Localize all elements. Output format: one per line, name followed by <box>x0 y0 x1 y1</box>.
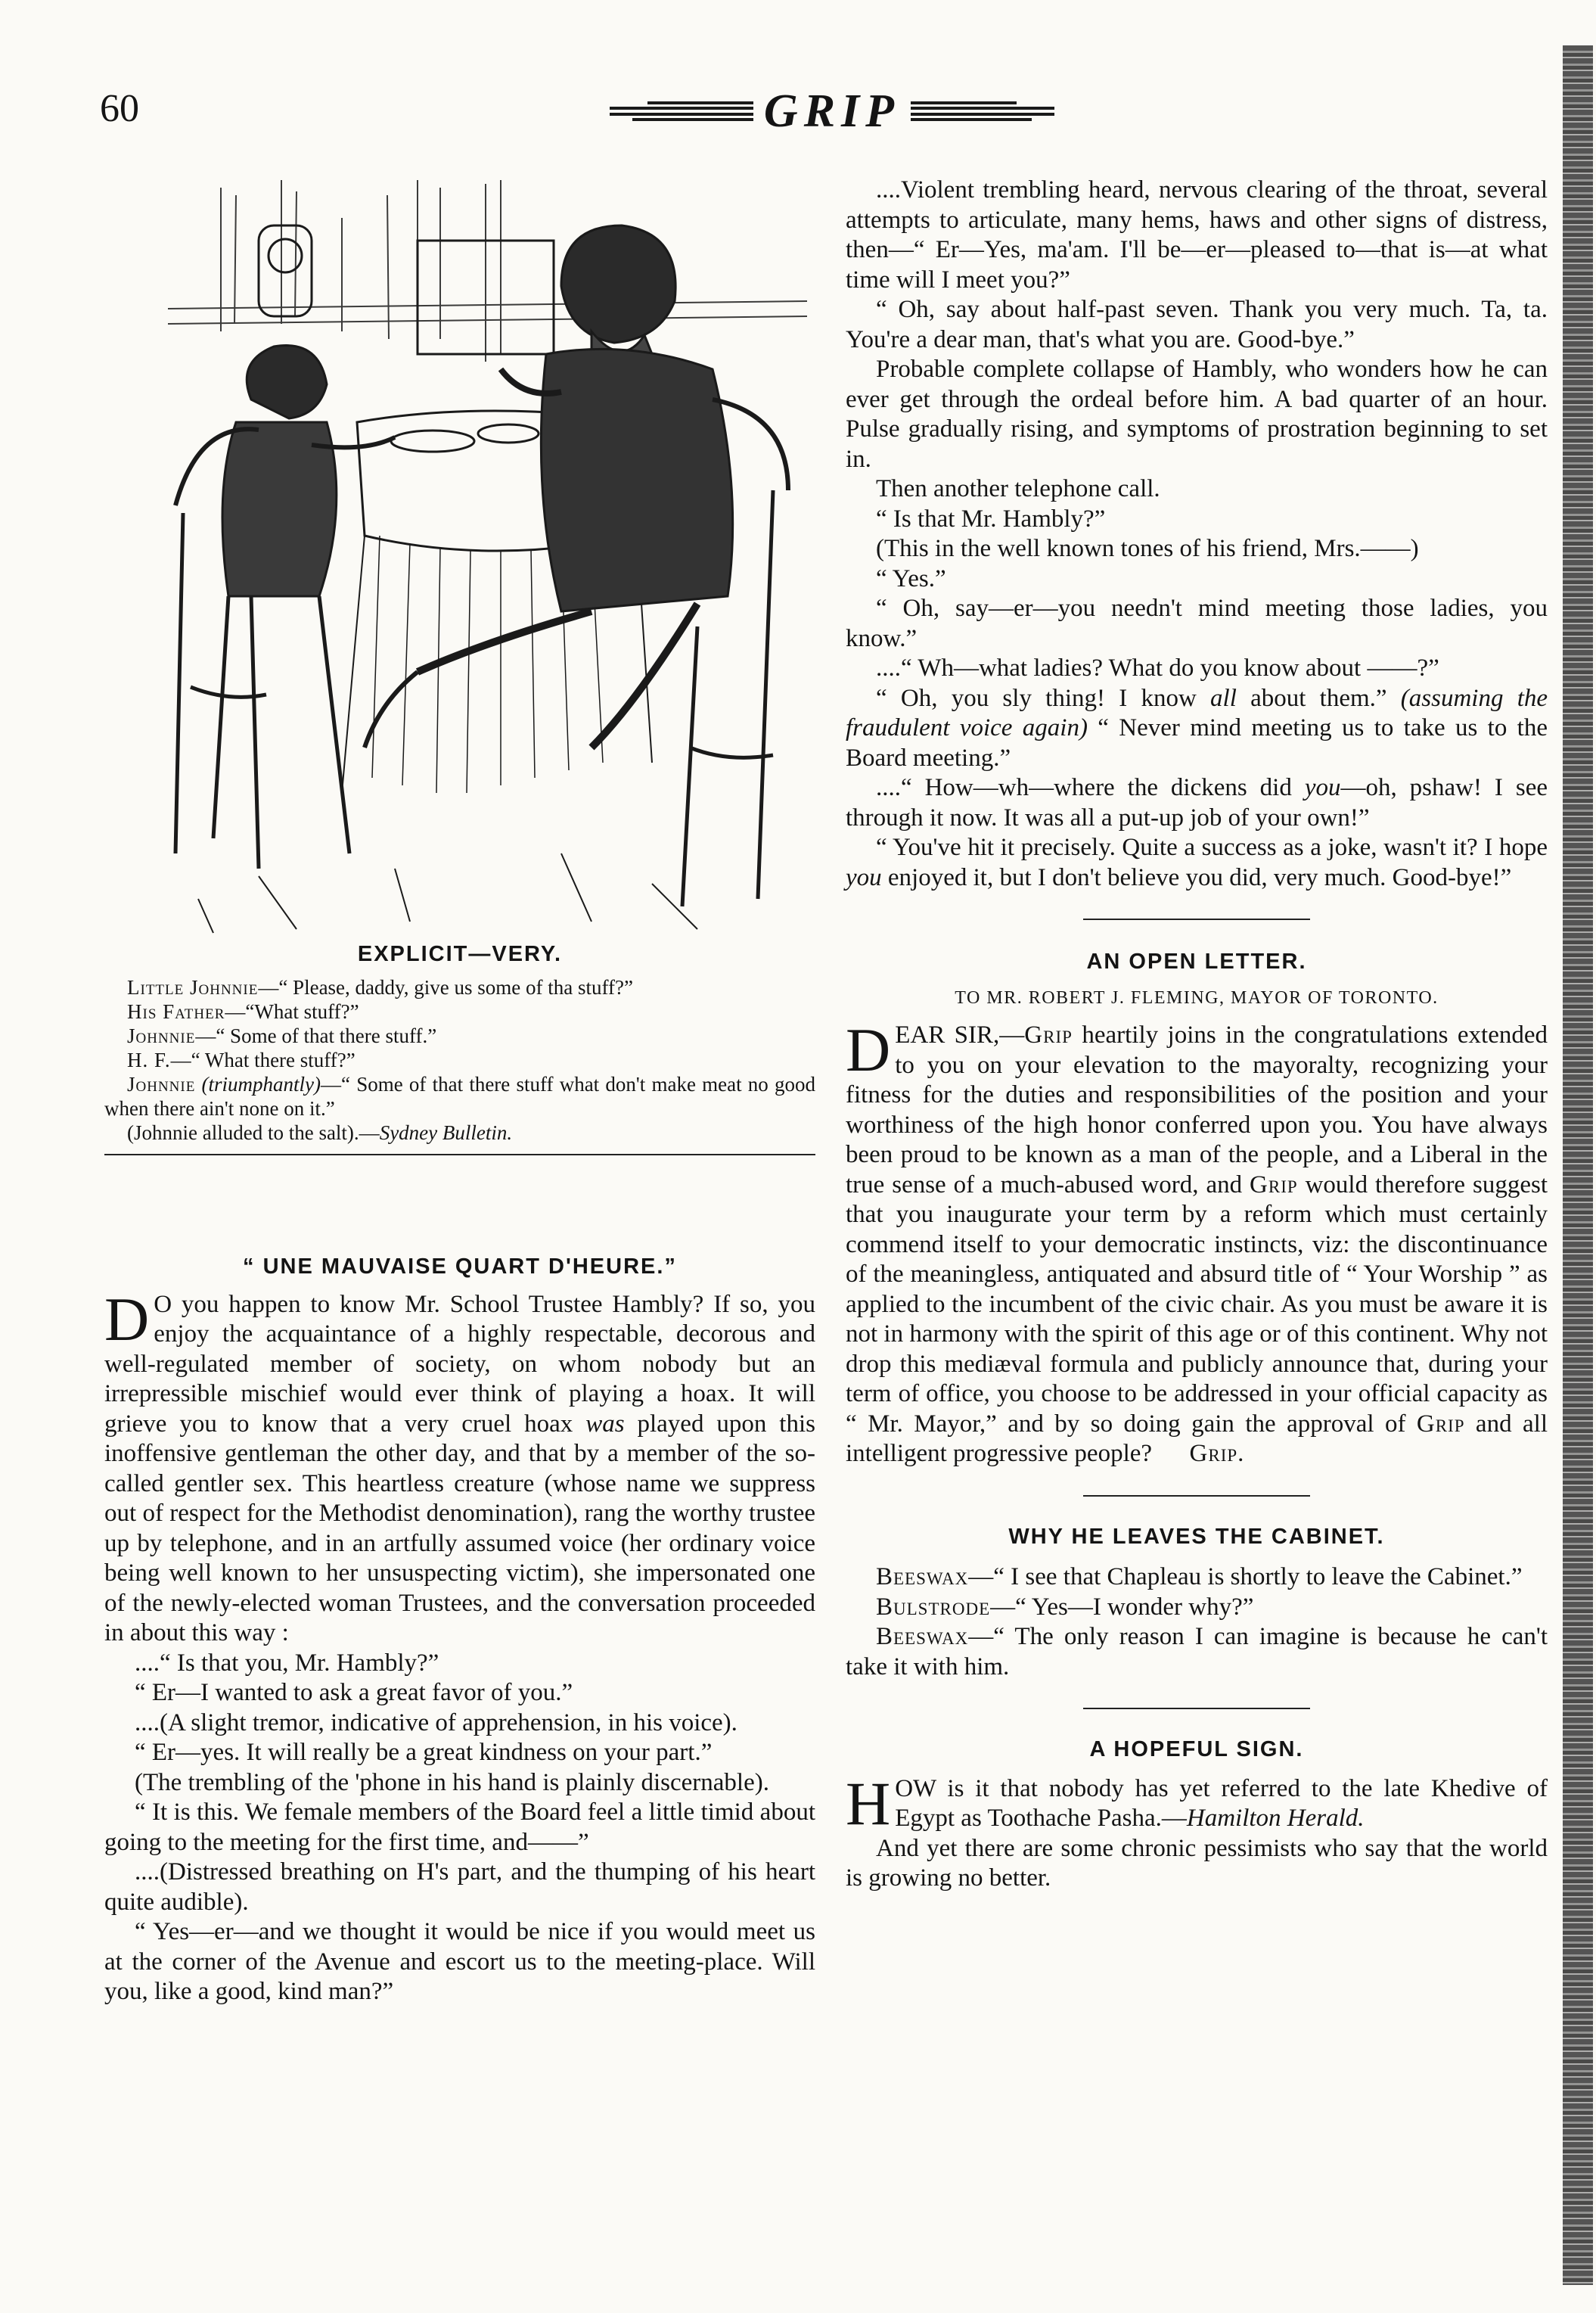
story-paragraph: ....Violent trembling heard, nervous clearing of the throat, several attempts to articulate, many hems, haws and other signs of distress, then—“ Er—Yes, ma'am. I'll be—er—pleased to—that is—at what time will I meet you?” <box>846 176 1548 294</box>
story-paragraph: Probable complete collapse of Hambly, who wonders how he can ever get through the ordeal before him. A bad quarter of an hour. Pulse gradually rising, and symptoms of prostration beginning to set in. <box>846 356 1548 473</box>
open-letter-signature: Grip. <box>1189 1440 1245 1467</box>
story-paragraph: ....“ How—wh—where the dickens did you—oh, pshaw! I see through it now. It was all a put-up job of your own!” <box>846 774 1548 832</box>
cabinet-title: WHY HE LEAVES THE CABINET. <box>1008 1524 1385 1549</box>
story-paragraph: “ Is that Mr. Hambly?” <box>876 505 1106 533</box>
masthead-rule-left <box>610 101 753 121</box>
story-paragraph: ....“ Is that you, Mr. Hambly?” <box>135 1649 439 1677</box>
section-divider <box>1083 919 1310 920</box>
caption-line: Little Johnnie—“ Please, daddy, give us some of tha stuff?” <box>127 976 633 999</box>
story-paragraph: “ It is this. We female members of the Board feel a little timid about going to the meeting for the first time, and——” <box>104 1798 815 1856</box>
masthead-title: GRIP <box>763 85 901 137</box>
story-paragraph: “ Er—I wanted to ask a great favor of you.” <box>135 1679 573 1706</box>
cabinet-line: Beeswax—“ I see that Chapleau is shortly to leave the Cabinet.” <box>876 1563 1523 1590</box>
open-letter-subtitle: TO MR. ROBERT J. FLEMING, MAYOR OF TORONTO. <box>955 987 1439 1008</box>
caption-note: (Johnnie alluded to the salt).—Sydney Bulletin. <box>127 1121 513 1144</box>
story-title: “ UNE MAUVAISE QUART D'HEURE.” <box>243 1254 677 1279</box>
hopeful-dropcap: H <box>846 1768 891 1838</box>
story-paragraph: “ Oh, you sly thing! I know all about them.” (assuming the fraudulent voice again) “ Never mind meeting us to take us to the Board meeting.” <box>846 684 1548 772</box>
story-paragraph: (This in the well known tones of his friend, Mrs.——) <box>876 535 1419 562</box>
open-letter-body: DEAR SIR,—Grip heartily joins in the congratulations extended to you on your elevation to the mayoralty, recognizing your fitness for the duties and responsibilities of the position and your worthiness of the high honor conferred upon you. You have always been proud to be known as a man of the people, and a Liberal in the true sense of a much-abused word, and Grip would therefore suggest that you inaugurate your term by a reform which must certainly commend itself to your democratic instincts, viz: the discontinuance of the meaningless, antiquated and absurd title of “ Your Worship ” as applied to the incumbent of the civic chair. As you must be aware it is not in harmony with the spirit of this age or of this continent. Why not drop this mediæval formula and publicly announce that, during your term of office, you choose to be addressed in your official capacity as “ Mr. Mayor,” and by so doing gain the approval of Grip and all intelligent progressive people? Grip. <box>846 1015 1548 1467</box>
open-letter-title: AN OPEN LETTER. <box>1086 950 1307 974</box>
caption-line: Johnnie (triumphantly)—“ Some of that there stuff what don't make meat no good when there ain't none on it.” <box>104 1073 816 1120</box>
masthead-rule-right <box>911 101 1054 121</box>
cartoon-illustration <box>168 173 807 937</box>
story-paragraph: Then another telephone call. <box>876 475 1160 502</box>
story-paragraph: (The trembling of the 'phone in his hand is plainly discernable). <box>135 1768 769 1796</box>
hopeful-body: HOW is it that nobody has yet referred to the late Khedive of Egypt as Toothache Pasha.—Hamilton Herald. <box>846 1768 1548 1838</box>
story-paragraph: ....(Distressed breathing on H's part, and the thumping of his heart quite audible). <box>104 1858 815 1916</box>
story-paragraph: “ Oh, say about half-past seven. Thank you very much. Ta, ta. You're a dear man, that's what you are. Good-bye.” <box>846 296 1548 353</box>
story-paragraph: “ Yes—er—and we thought it would be nice if you would meet us at the corner of the Avenue and escort us to the meeting-place. Will you, like a good, kind man?” <box>104 1918 815 2005</box>
story-paragraph: ....“ Wh—what ladies? What do you know about ——?” <box>876 654 1439 682</box>
cartoon-caption <box>104 942 815 1155</box>
caption-line: Johnnie—“ Some of that there stuff.” <box>127 1024 437 1047</box>
story-paragraph: “ Yes.” <box>876 564 946 592</box>
right-column <box>846 176 1548 1894</box>
hopeful-title: A HOPEFUL SIGN. <box>1089 1737 1304 1761</box>
story-paragraph: “ Oh, say—er—you needn't mind meeting those ladies, you know.” <box>846 595 1548 652</box>
hopeful-closing: And yet there are some chronic pessimists who say that the world is growing no better. <box>846 1834 1548 1892</box>
story-left-column <box>104 1252 815 2007</box>
cabinet-line: Beeswax—“ The only reason I can imagine is because he can't take it with him. <box>846 1623 1548 1680</box>
story-opening: D O you happen to know Mr. School Trustee Hambly? If so, you enjoy the acquaintance of a highly respectable, decorous and well-regulated member of society, on whom nobody but an irrepressible mischief would ever think of playing a hoax. It will grieve you to know that a very cruel hoax was played upon this inoffensive gentleman the other day, and that by a member of the so-called gentler sex. This heartless creature (whose name we suppress out of respect for the Methodist denomination), rang the worthy trustee up by telephone, and in an artfully assumed voice (her ordinary voice being well known to her unsuspecting victim), she impersonated one of the newly-elected woman Trustees, and the conversation proceeded in about this way : <box>104 1284 815 1646</box>
cartoon-title: EXPLICIT—VERY. <box>357 942 563 966</box>
page-number: 60 <box>100 87 139 130</box>
caption-line: H. F.—“ What there stuff?” <box>127 1049 356 1071</box>
scanned-binding-edge <box>1563 45 1593 2285</box>
masthead <box>575 85 1089 138</box>
section-divider <box>1083 1708 1310 1709</box>
story-paragraph: “ Er—yes. It will really be a great kindness on your part.” <box>135 1739 713 1766</box>
story-dropcap: D <box>104 1284 150 1354</box>
story-paragraph: “ You've hit it precisely. Quite a success as a joke, wasn't it? I hope you enjoyed it, but I don't believe you did, very much. Good-bye!” <box>846 834 1548 891</box>
section-divider <box>1083 1495 1310 1497</box>
caption-line: His Father—“What stuff?” <box>127 1000 359 1023</box>
section-divider <box>104 1154 815 1155</box>
cabinet-line: Bulstrode—“ Yes—I wonder why?” <box>876 1593 1254 1621</box>
open-letter-dropcap: D <box>846 1015 891 1084</box>
story-paragraph: ....(A slight tremor, indicative of apprehension, in his voice). <box>135 1708 737 1736</box>
